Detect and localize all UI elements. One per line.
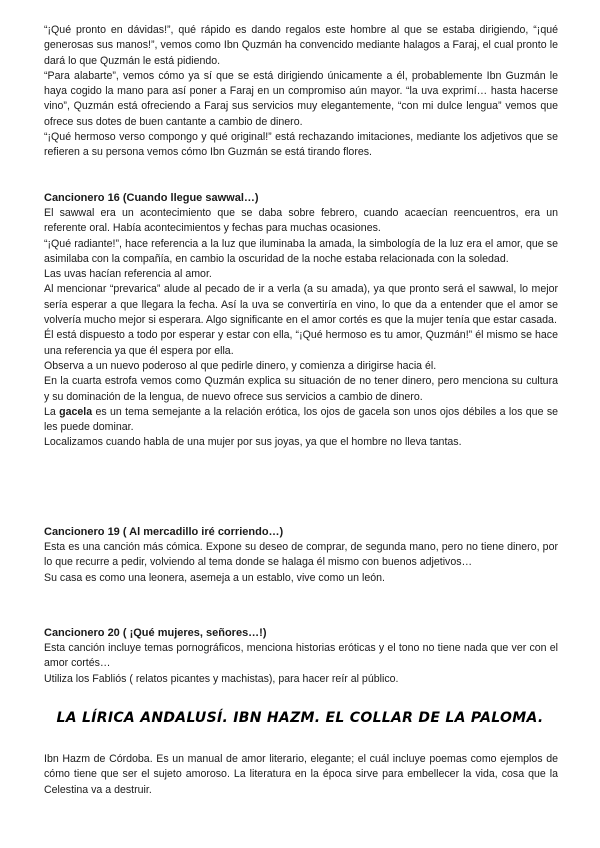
cancionero-20-heading: Cancionero 20 ( ¡Qué mujeres, señores…!): [44, 627, 267, 639]
gacela-term: gacela: [59, 405, 93, 418]
c20-paragraph-1: Esta canción incluye temas pornográficos, menciona historias eróticas y el tono no tiene nada que ver con el amor cortés…: [44, 642, 558, 670]
c16-paragraph-1: El sawwal era un acontecimiento que se daba sobre febrero, cuando acaecían reencuentros, era un referente oral. Había acontecimientos y fechas para muchas ocasiones.: [44, 207, 558, 235]
c20-paragraph-2: Utiliza los Fabliós ( relatos picantes y machistas), para hacer reír al público.: [44, 672, 399, 685]
intro-paragraph-2: “Para alabarte”, vemos cómo ya sí que se está dirigiendo únicamente a él, probablemente Ibn Guzmán le haya cogido la mano para así poner a Faraj en un compromiso aún mayor. “la uva exprimí… hasta hacerse vino”, Quzmán está ofreciendo a Faraj sus servicios muy elegantemente, “con mi dulce lengua” vemos que ofrece sus dotes de buen cantante a cambio de dinero.: [44, 69, 558, 128]
cancionero-16-section: [44, 191, 558, 451]
intro-paragraph-1: “¡Qué pronto en dávidas!”, qué rápido es dando regalos este hombre al que se estaba dirigiendo, “¡qué generosas sus manos!”, vemos como Ibn Quzmán ha convencido mediante halagos a Faraj, el cual pronto le dará lo que Quzmán le está pidiendo.: [44, 24, 558, 67]
cancionero-19-section: [44, 525, 558, 586]
c19-paragraph-2: Su casa es como una leonera, asemeja a un establo, vive como un león.: [44, 571, 385, 584]
final-section: [44, 752, 558, 798]
c16-p8-post: es un tema semejante a la relación erótica, los ojos de gacela son unos ojos débiles a los que se les puede dominar.: [44, 405, 559, 434]
c16-paragraph-5: Él está dispuesto a todo por esperar y estar con ella, “¡Qué hermoso es tu amor, Quzmán!” él mismo se hace una referencia ya que él espera por ella.: [44, 329, 558, 357]
cancionero-16-heading: Cancionero 16 (Cuando llegue sawwal…): [44, 192, 259, 204]
c19-paragraph-1: Esta es una canción más cómica. Expone su deseo de comprar, de segunda mano, pero no tiene dinero, por lo que recurre a pedir, volviendo al tema donde se halaga él mismo con buenos adjetivos…: [44, 541, 558, 569]
c16-paragraph-9: Localizamos cuando habla de una mujer por sus joyas, ya que el hombre no lleva tantas.: [44, 436, 462, 449]
c16-paragraph-2: “¡Qué radiante!”, hace referencia a la luz que iluminaba la amada, la simbología de la luz era el amor, que se asimilaba con la compañía, en cambio la oscuridad de la noche estaba relacionada con la soledad.: [44, 237, 558, 265]
c16-p8-pre: La: [44, 405, 60, 418]
final-paragraph: Ibn Hazm de Córdoba. Es un manual de amor literario, elegante; el cuál incluye poemas como ejemplos de cómo tiene que ser el sujeto amoroso. La literatura en la época sirve para embellecer la vida, cosa que la Celestina va a destruir.: [44, 753, 558, 796]
c16-paragraph-8: [44, 405, 558, 436]
cancionero-20-section: [44, 626, 558, 687]
c16-paragraph-3: Las uvas hacían referencia al amor.: [44, 268, 212, 281]
c16-paragraph-4: Al mencionar “prevarica” alude al pecado de ir a verla (a su amada), ya que pronto será el sawwal, lo mejor sería esperar a que llegara la fecha. Así la uva se convertiría en vino, lo que da a entender que el amor se volvería mucho mejor si esperara. Algo significante en el amor cortés es que la mujer tenía que estar casada.: [44, 283, 558, 327]
c16-paragraph-6: Observa a un nuevo poderoso al que pedirle dinero, y comienza a dirigirse hacia él.: [44, 359, 437, 372]
section-title: LA LÍRICA ANDALUSÍ. IBN HAZM. EL COLLAR DE LA PALOMA.: [56, 710, 544, 726]
intro-paragraph-3: “¡Qué hermoso verso compongo y qué original!” está rechazando imitaciones, mediante los adjetivos que se refieren a su persona vemos cómo Ibn Guzmán se está tirando flores.: [44, 131, 558, 159]
cancionero-19-heading: Cancionero 19 ( Al mercadillo iré corriendo…): [44, 526, 284, 538]
c16-paragraph-7: En la cuarta estrofa vemos como Quzmán explica su situación de no tener dinero, pero menciona su cultura y su dominación de la lengua, de nuevo ofrece sus servicios a cambio de dinero.: [44, 375, 558, 403]
intro-section: [44, 23, 558, 161]
